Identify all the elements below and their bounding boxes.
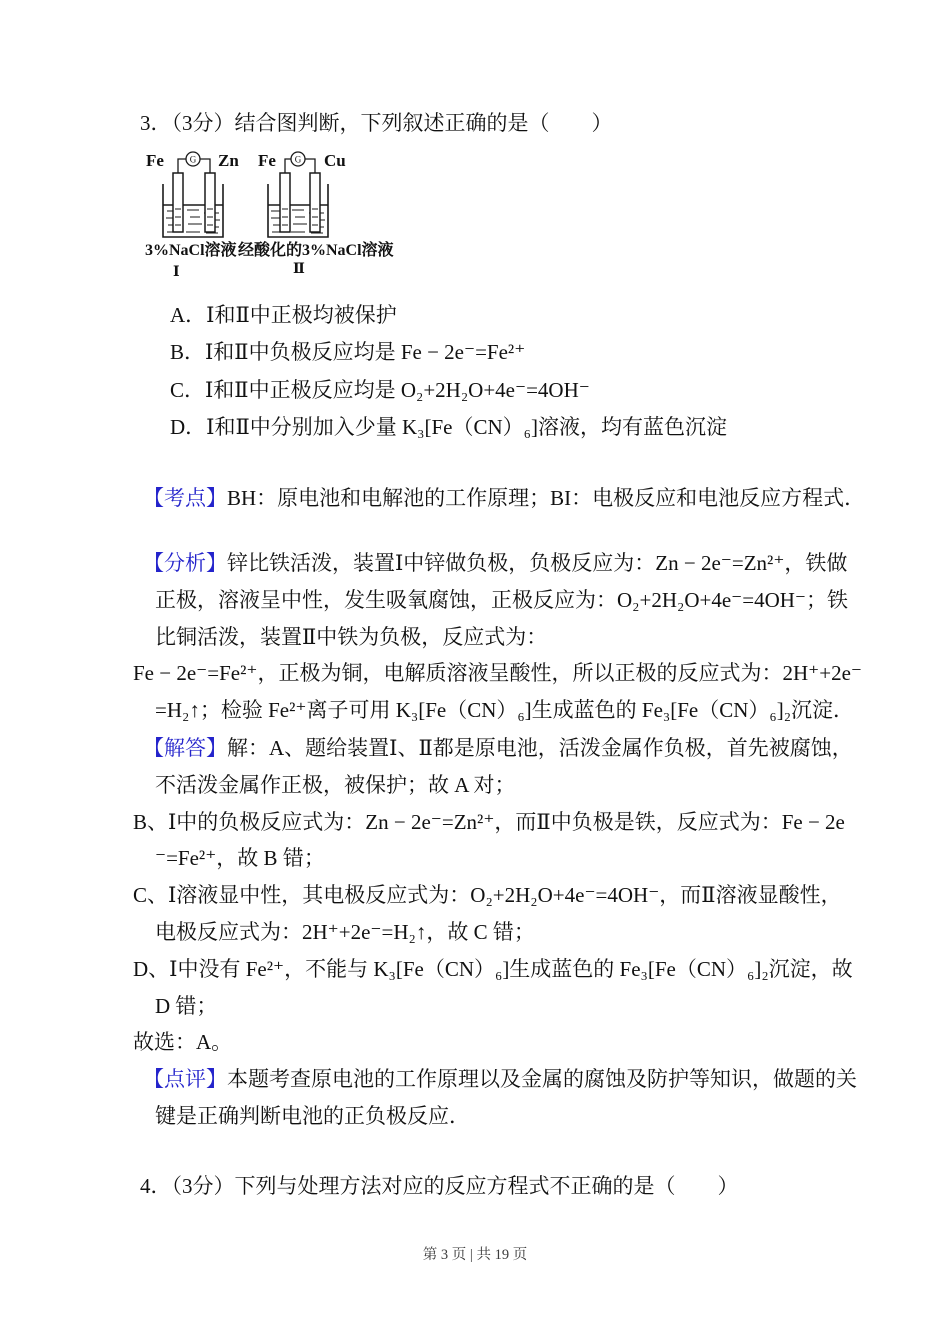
fenxi-line-3: 比铜活泼，装置Ⅱ中铁为负极，反应式为： [155,624,548,649]
option-b-text: Ⅰ和Ⅱ中负极反应均是 Fe − 2e⁻=Fe²⁺ [205,340,526,365]
option-a [170,297,727,334]
question4-stem-line [140,1168,739,1205]
cell-1 [163,152,223,237]
wire-right-1 [200,159,210,174]
fenxi-text-1: 锌比铁活泼，装置Ⅰ中锌做负极，负极反应为：Zn − 2e⁻=Zn²⁺，铁做 [227,551,848,575]
cell-numeral-1: Ⅰ [173,265,180,280]
electrode-label-fe-2: Fe [258,151,276,170]
jieda-line-2: 不活泼金属作正极，被保护；故 A 对； [155,772,516,797]
question4-stem: （3分）下列与处理方法对应的反应方程式不正确的是（ ） [171,1174,739,1198]
fenxi-label: 【分析】 [143,551,227,575]
jieda-line-7: D、Ⅰ中没有 Fe²⁺，不能与 K₃[Fe（CN）₆]生成蓝色的 Fe₃[Fe（CN）₆]₂沉淀，故 [133,956,853,981]
page-footer: 第 3 页 | 共 19 页 [422,1247,528,1263]
option-b [170,334,727,371]
electrode-fe-1 [173,173,183,232]
option-c [170,372,727,409]
jieda-label: 【解答】 [143,736,227,760]
dianping-section [133,1061,857,1135]
wire-right-2 [305,159,315,174]
dianping-label: 【点评】 [143,1067,227,1091]
electrode-zn [205,173,215,232]
cell-numeral-2: Ⅱ [293,262,305,277]
galvanometer-letter-1: G [189,154,197,165]
option-d-text: Ⅰ和Ⅱ中分别加入少量 K₃[Fe（CN）₆]溶液，均有蓝色沉淀 [206,414,727,439]
wire-left-2 [285,159,291,174]
dianping-line-1 [143,1061,857,1098]
jieda-line-9: 故选：A。 [133,1030,233,1055]
jieda-line-5: C、Ⅰ溶液显中性，其电极反应式为：O₂+2H₂O+4e⁻=4OH⁻，而Ⅱ溶液显酸性， [133,883,842,908]
jieda-text-1: 解：A、题给装置Ⅰ、Ⅱ都是原电池，活泼金属作负极，首先被腐蚀， [227,736,853,760]
question4-number: 4． [140,1174,172,1198]
galvanometer-letter-2: G [294,154,302,165]
electrode-label-cu: Cu [324,151,346,170]
option-d-label: D． [170,414,207,439]
solution-label-2: 经酸化的3%NaCl溶液 [238,242,394,259]
wire-left-1 [178,159,186,174]
fenxi-section [133,545,862,729]
option-c-label: C． [170,377,206,402]
kaodian-label: 【考点】 [143,486,227,510]
question3-stem: （3分）结合图判断，下列叙述正确的是（ ） [171,111,613,135]
option-c-text: Ⅰ和Ⅱ中正极反应均是 O₂+2H₂O+4e⁻=4OH⁻ [205,377,590,402]
option-a-label: A． [170,303,207,327]
fenxi-line-2: 正极，溶液呈中性，发生吸氧腐蚀，正极反应为：O₂+2H₂O+4e⁻=4OH⁻；铁 [155,587,848,612]
kaodian-section [133,480,865,517]
dianping-text-1: 本题考查原电池的工作原理以及金属的腐蚀及防护等知识，做题的关 [227,1067,857,1091]
question3-options [170,297,727,446]
option-a-text: Ⅰ和Ⅱ中正极均被保护 [206,303,397,327]
jieda-section [133,730,853,1061]
circuit-diagram [140,143,410,301]
solution-label-1: 3%NaCl溶液 [145,242,237,259]
electrode-label-zn: Zn [218,151,239,170]
jieda-line-8: D 错； [155,993,218,1018]
fenxi-line-4: Fe − 2e⁻=Fe²⁺，正极为铜，电解质溶液呈酸性，所以正极的反应式为：2H⁺+2e⁻ [133,661,862,686]
jieda-line-3: B、Ⅰ中的负极反应式为：Zn − 2e⁻=Zn²⁺，而Ⅱ中负极是铁，反应式为：Fe − 2e [133,809,845,834]
jieda-line-1 [143,730,853,767]
question3-stem-line [140,105,613,142]
jieda-line-6: 电极反应式为：2H⁺+2e⁻=H₂↑，故 C 错； [155,919,535,944]
question3-number: 3． [140,111,172,135]
kaodian-text: BH：原电池和电解池的工作原理；BI：电极反应和电池反应方程式． [227,486,866,510]
kaodian-line [143,480,865,517]
electrode-label-fe-1: Fe [146,151,164,170]
option-d [170,409,727,446]
electrode-fe-2 [280,173,290,232]
fenxi-line-5: =H₂↑；检验 Fe²⁺离子可用 K₃[Fe（CN）₆]生成蓝色的 Fe₃[Fe（CN）₆]₂沉淀． [155,698,855,723]
option-b-label: B． [170,340,206,365]
cell-2 [268,152,328,237]
jieda-line-4: ⁻=Fe²⁺，故 B 错； [155,846,325,871]
dianping-line-2: 键是正确判断电池的正负极反应． [155,1103,470,1128]
electrode-cu [310,173,320,232]
fenxi-line-1 [143,545,862,582]
